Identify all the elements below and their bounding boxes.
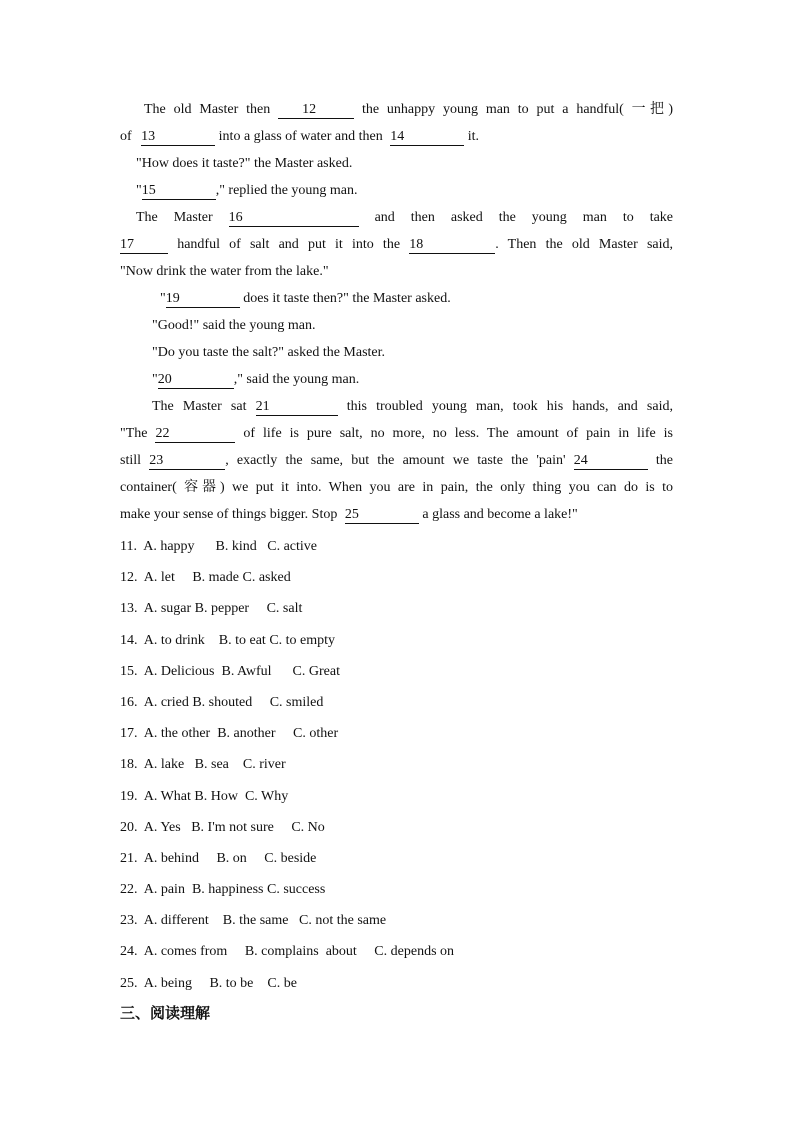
blank-23[interactable]: 23	[149, 453, 225, 470]
blank-12[interactable]: 12	[278, 102, 354, 119]
blank-18[interactable]: 18	[409, 237, 495, 254]
passage-line: "15 ," replied the young man.	[136, 183, 358, 198]
blank-20[interactable]: 20	[158, 372, 234, 389]
blank-22[interactable]: 22	[155, 426, 235, 443]
option-row-24: 24. A. comes from B. complains about C. depends on	[120, 944, 455, 960]
blank-24[interactable]: 24	[574, 453, 648, 470]
option-row-15: 15. A. Delicious B. Awful C. Great	[120, 663, 340, 679]
passage-line: "20 ," said the young man.	[152, 372, 360, 387]
option-row-25: 25. A. being B. to be C. be	[120, 975, 297, 991]
blank-15[interactable]: 15	[142, 183, 216, 200]
option-row-12: 12. A. let B. made C. asked	[120, 570, 291, 586]
option-row-23: 23. A. different B. the same C. not the same	[120, 913, 387, 929]
blank-17[interactable]: 17	[120, 237, 168, 254]
option-row-18: 18. A. lake B. sea C. river	[120, 757, 286, 773]
blank-25[interactable]: 25	[345, 507, 419, 524]
passage-line: "Now drink the water from the lake."	[120, 264, 329, 279]
passage-line: still 23 , exactly the same, but the amount we taste the 'pain' 24 the	[120, 453, 674, 468]
blank-19[interactable]: 19	[166, 291, 240, 308]
blank-14[interactable]: 14	[390, 129, 464, 146]
section-heading: 三、阅读理解	[120, 1003, 211, 1022]
passage-line: The Master 16 and then asked the young man to take	[136, 210, 674, 225]
passage-line: "How does it taste?" the Master asked.	[136, 156, 353, 171]
option-row-14: 14. A. to drink B. to eat C. to empty	[120, 632, 336, 648]
passage-line: The old Master then 12 the unhappy young man to put a handful( 一把)	[144, 102, 674, 117]
option-row-19: 19. A. What B. How C. Why	[120, 788, 289, 804]
blank-13[interactable]: 13	[141, 129, 215, 146]
passage-line: make your sense of things bigger. Stop 25 a glass and become a lake!"	[120, 507, 578, 522]
passage-line: container( 容器) we put it into. When you are in pain, the only thing you can do is to	[120, 480, 673, 495]
blank-21[interactable]: 21	[256, 399, 338, 416]
option-row-11: 11. A. happy B. kind C. active	[120, 539, 318, 554]
option-row-21: 21. A. behind B. on C. beside	[120, 850, 317, 866]
option-row-16: 16. A. cried B. shouted C. smiled	[120, 694, 324, 710]
passage-line: of 13 into a glass of water and then 14 it.	[120, 129, 480, 144]
passage-line: 17 handful of salt and put it into the 18 . Then the old Master said,	[120, 237, 674, 252]
passage-line: "The 22 of life is pure salt, no more, no less. The amount of pain in life is	[120, 426, 673, 441]
passage-line: "Do you taste the salt?" asked the Master.	[152, 345, 386, 360]
option-row-17: 17. A. the other B. another C. other	[120, 726, 339, 742]
blank-16[interactable]: 16	[229, 210, 359, 227]
passage-line: "Good!" said the young man.	[152, 318, 316, 333]
option-row-20: 20. A. Yes B. I'm not sure C. No	[120, 819, 325, 835]
option-row-13: 13. A. sugar B. pepper C. salt	[120, 601, 303, 617]
document-page	[120, 96, 673, 1023]
passage-line: "19 does it taste then?" the Master asked.	[160, 291, 451, 306]
option-row-22: 22. A. pain B. happiness C. success	[120, 882, 326, 898]
answer-options	[120, 531, 673, 999]
passage-line: The Master sat 21 this troubled young man, took his hands, and said,	[152, 399, 673, 414]
